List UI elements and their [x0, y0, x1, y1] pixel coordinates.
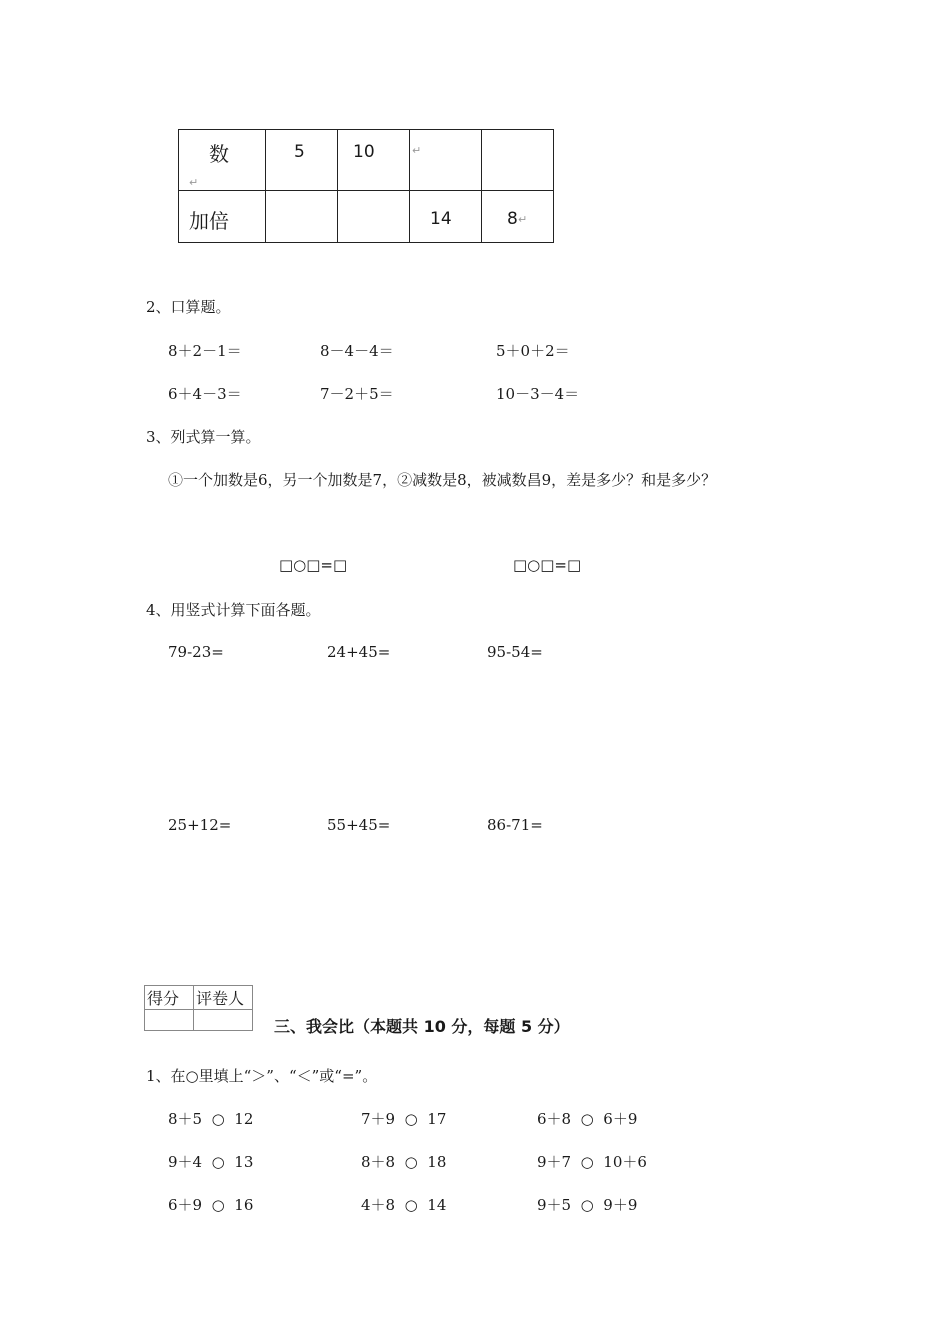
q3-formula-1: □○□=□ — [279, 556, 348, 574]
compare-item: 6＋8 ○ 6＋9 — [537, 1110, 638, 1128]
table-cell: 5 — [266, 130, 338, 191]
q4-expr: 24+45= — [327, 643, 391, 661]
table-cell: 14 — [410, 191, 482, 243]
q2-expr: 10－3－4＝ — [496, 385, 580, 403]
table-cell — [338, 191, 410, 243]
compare-circle[interactable]: ○ — [211, 1110, 225, 1128]
grader-label: 评卷人 — [194, 986, 253, 1010]
q2-expr: 6＋4－3＝ — [168, 385, 242, 403]
q4-expr: 79-23= — [168, 643, 224, 661]
compare-item: 9＋7 ○ 10＋6 — [537, 1153, 647, 1171]
compare-item: 4＋8 ○ 14 — [361, 1196, 447, 1214]
table-cell-header-shu: 数 ↵ — [179, 130, 266, 191]
q4-expr: 95-54= — [487, 643, 543, 661]
q3-problem: ①一个加数是6，另一个加数是7，②减数是8，被减数昌9，差是多少？和是多少？ — [168, 471, 717, 489]
table-cell: 10 — [338, 130, 410, 191]
q4-expr: 55+45= — [327, 816, 391, 834]
table-cell: ↵ — [410, 130, 482, 191]
compare-circle[interactable]: ○ — [404, 1110, 418, 1128]
q2-title: 2、口算题。 — [146, 298, 231, 316]
table-cell — [266, 191, 338, 243]
compare-item: 8＋5 ○ 12 — [168, 1110, 254, 1128]
section-3-q1-title: 1、在○里填上“＞”、“＜”或“=”。 — [146, 1067, 378, 1085]
compare-item: 9＋5 ○ 9＋9 — [537, 1196, 638, 1214]
compare-item: 8＋8 ○ 18 — [361, 1153, 447, 1171]
q4-title: 4、用竖式计算下面各题。 — [146, 601, 321, 619]
table-cell — [482, 130, 554, 191]
q3-title: 3、列式算一算。 — [146, 428, 261, 446]
compare-circle[interactable]: ○ — [211, 1196, 225, 1214]
table-cell: 8 ↵ — [482, 191, 554, 243]
q2-expr: 7－2＋5＝ — [320, 385, 394, 403]
score-box — [144, 985, 253, 1031]
compare-item: 6＋9 ○ 16 — [168, 1196, 254, 1214]
compare-item: 7＋9 ○ 17 — [361, 1110, 447, 1128]
q4-expr: 25+12= — [168, 816, 232, 834]
q2-expr: 5＋0＋2＝ — [496, 342, 570, 360]
score-label: 得分 — [145, 986, 194, 1010]
q2-expr: 8＋2－1＝ — [168, 342, 242, 360]
score-field[interactable] — [145, 1010, 194, 1031]
q3-formula-2: □○□=□ — [513, 556, 582, 574]
compare-circle[interactable]: ○ — [580, 1196, 594, 1214]
q2-expr: 8－4－4＝ — [320, 342, 394, 360]
table-cell-header-jiabei: 加倍 — [179, 191, 266, 243]
compare-circle[interactable]: ○ — [580, 1153, 594, 1171]
compare-circle[interactable]: ○ — [211, 1153, 225, 1171]
compare-item: 9＋4 ○ 13 — [168, 1153, 254, 1171]
section-3-title: 三、我会比（本题共 10 分，每题 5 分） — [274, 1017, 570, 1036]
double-table — [178, 129, 554, 243]
compare-circle[interactable]: ○ — [580, 1110, 594, 1128]
compare-circle[interactable]: ○ — [404, 1196, 418, 1214]
q4-expr: 86-71= — [487, 816, 543, 834]
compare-circle[interactable]: ○ — [404, 1153, 418, 1171]
grader-field[interactable] — [194, 1010, 253, 1031]
